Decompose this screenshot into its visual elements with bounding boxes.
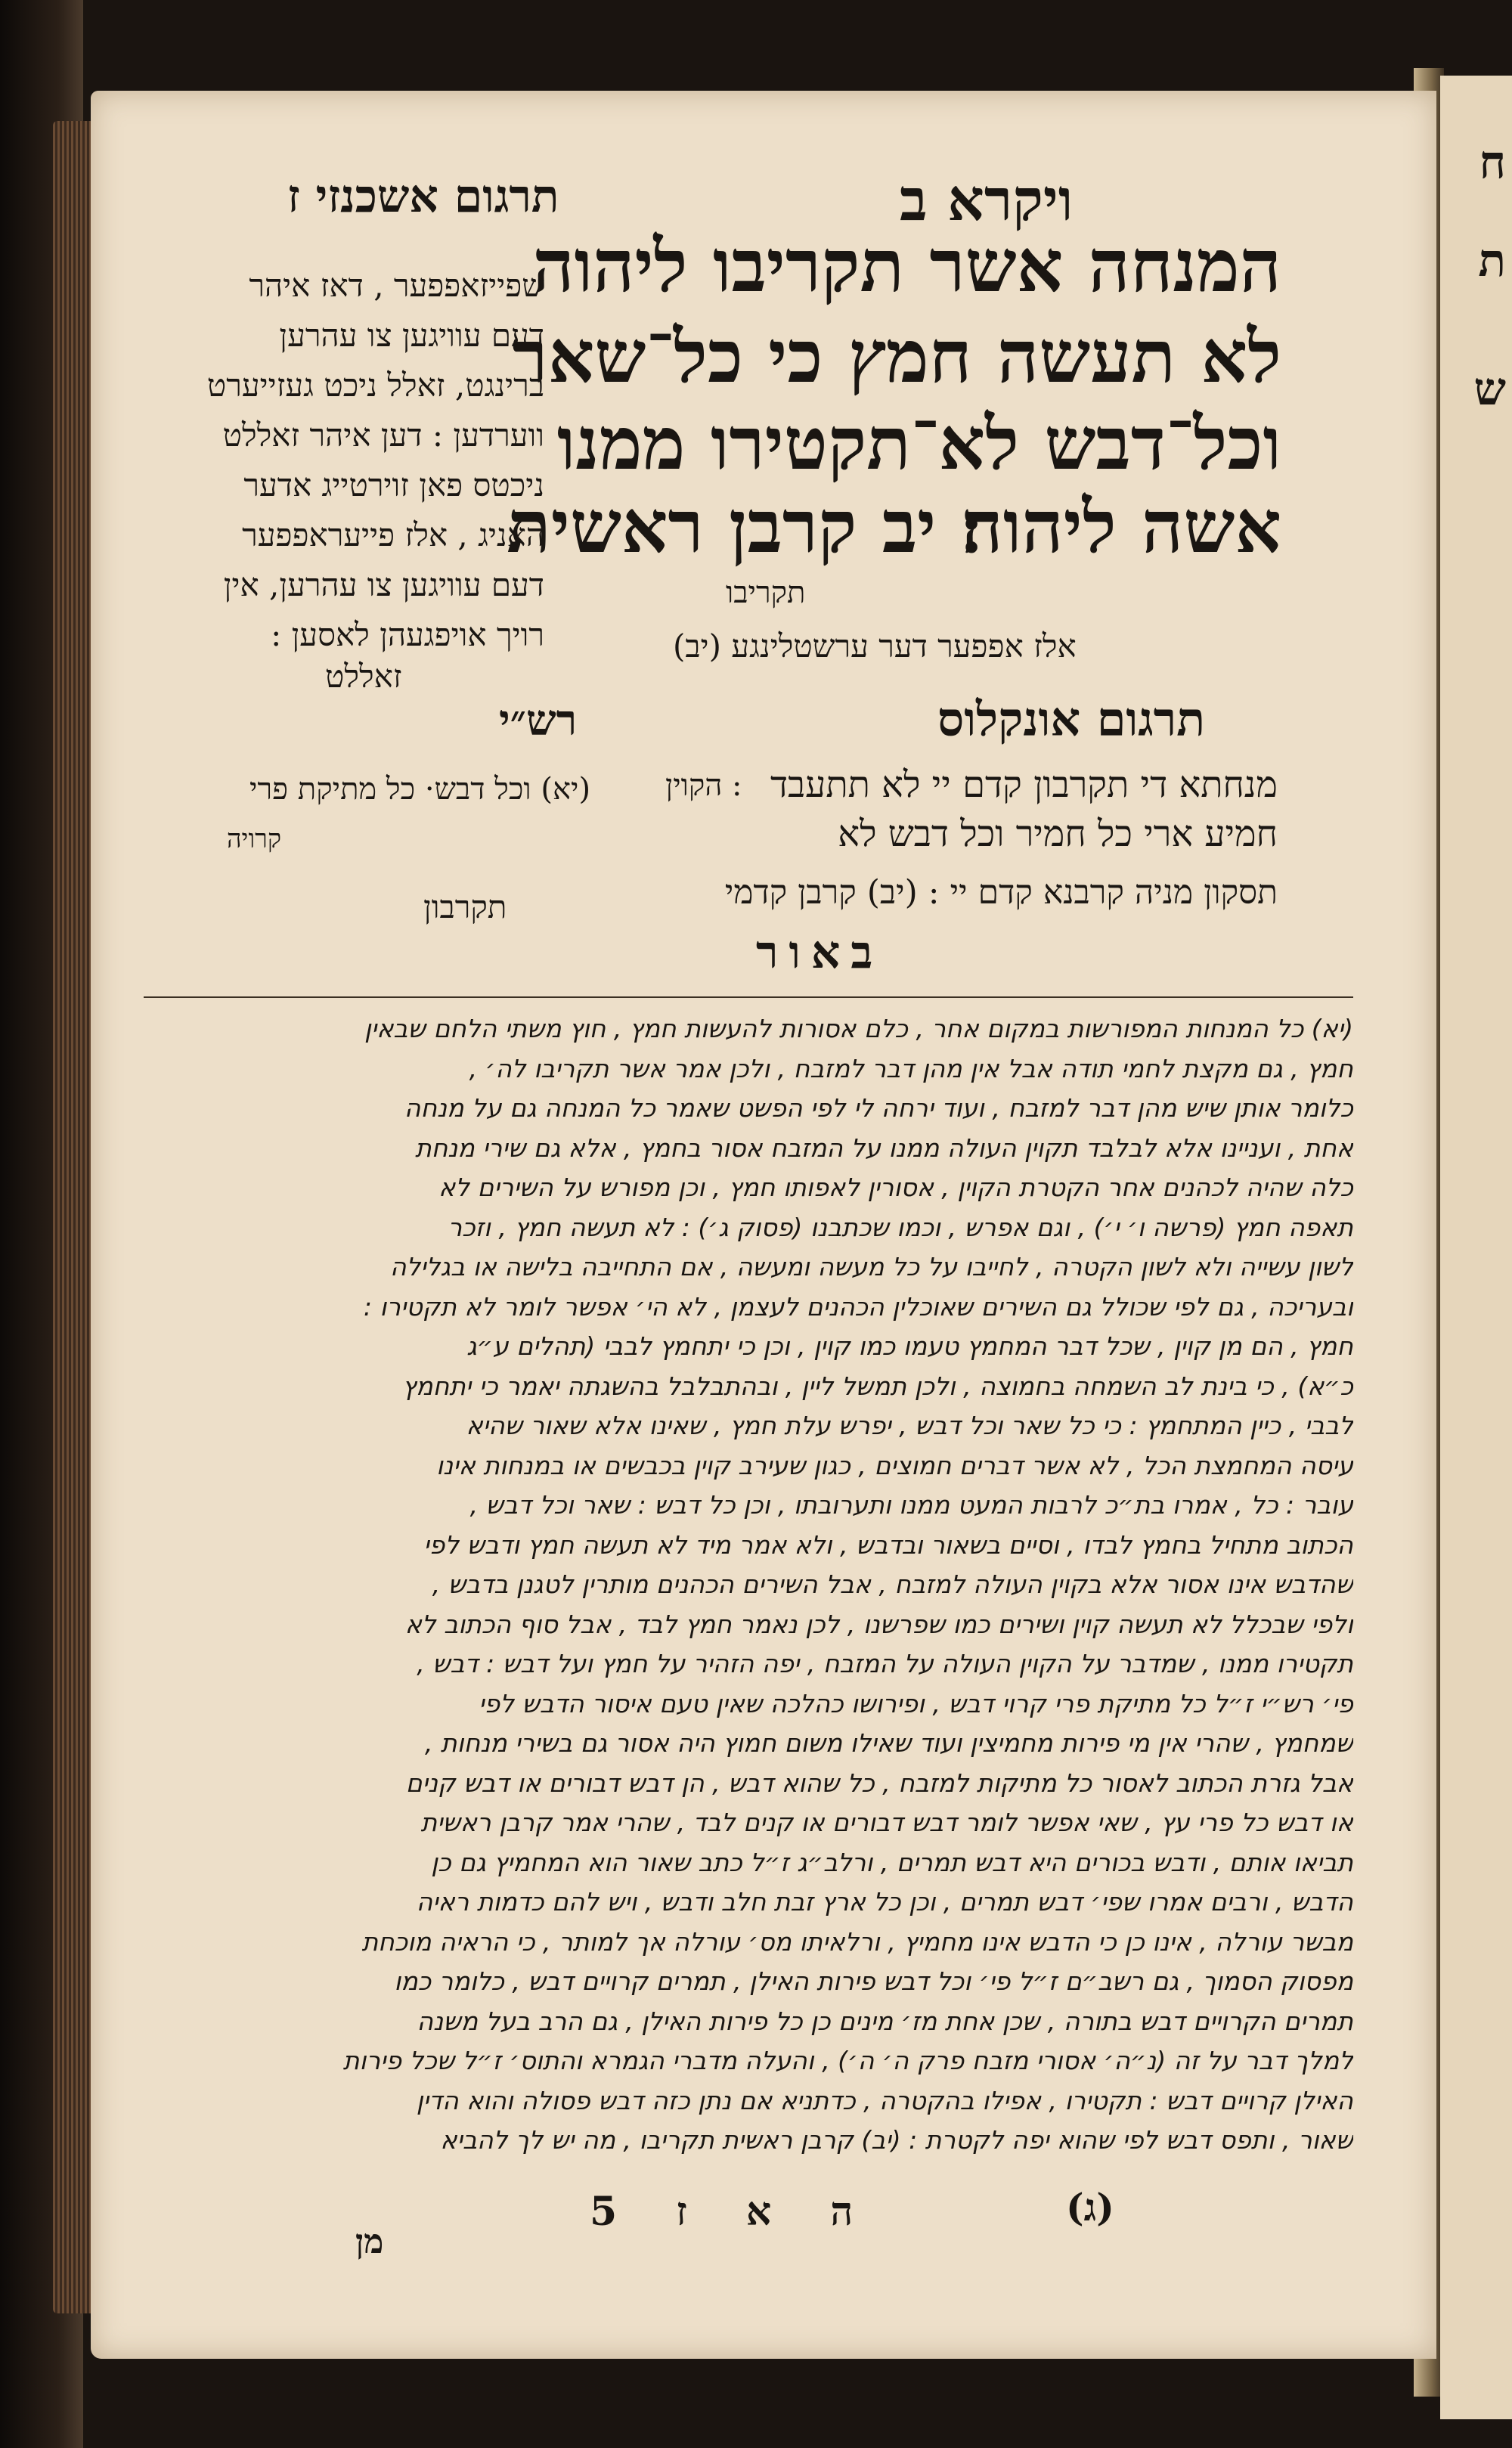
yiddish-line: דעם עוויגען צו עהרען: [279, 317, 544, 354]
biur-line: כ״א) , כי בינת לב השמחה בחמוצה , ולכן תמשל ליין , ובהתבלבל בהשגתה יאמר כי יתחמץ: [402, 1371, 1353, 1401]
signature-marks: ה א ז 5: [590, 2189, 876, 2235]
page-number: (ג): [1066, 2185, 1114, 2230]
biur-line: (יא) כל המנחות המפורשות במקום אחר , כלם אסורות להעשות חמץ , חוץ משתי הלחם שבאין: [364, 1014, 1353, 1043]
yiddish-line: שפייזאפפער , דאז איהר: [249, 267, 544, 304]
biur-line: תאפה חמץ (פרשה ו׳ י׳) , וגם אפרש , וכמו שכתבנו (פסוק ג׳) : לא תעשה חמץ , וזכר: [448, 1212, 1353, 1242]
onkelos-line: תסקון מניה קרבנא קדם יי : (יב) קרבן קדמי: [724, 873, 1278, 912]
onkelos-line: מנחתא די תקרבון קדם יי לא תתעבד: [770, 764, 1278, 806]
biur-line: שמחמץ , שהרי אין מי פירות מחמיצין ועוד שאילו משום חמוץ היה אסור גם בשירי מנחות ,: [424, 1728, 1353, 1758]
biur-line: או דבש כל פרי עץ , שאי אפשר לומר דבש דבורים או קנים לבד , שהרי אמר קרבן ראשית: [420, 1808, 1353, 1837]
biur-line: מפסוק הסמוך , גם רשב״ם ז״ל פי׳ וכל דבש פירות האילן , תמרים קרויים דבש , כלומר כמו: [394, 1966, 1353, 1996]
page-header-left: תרגום אשכנזי ז: [287, 170, 559, 223]
facing-page-letter: ש: [1473, 363, 1506, 416]
verse-line: אשה ליהוה׃ יב קרבן ראשית: [507, 484, 1281, 569]
biur-line: שאור , ותפס דבש לפי שהוא יפה לקטרת : (יב) קרבן ראשית תקריבו , מה יש לך להביא: [440, 2125, 1353, 2155]
biur-line: חמץ , הם מן קוין , שכל דבר המחמץ טעמו כמו קוין , וכן כי יתחמץ לבבי (תהלים ע״ג: [466, 1331, 1353, 1361]
yiddish-line: רויך אויפגעהן לאסען :: [271, 616, 544, 653]
yiddish-line: ווערדען : דען איהר זאללט: [222, 417, 544, 454]
biur-line: למלך דבר על זה (נ״ה׳ אסורי מזבח פרק ה׳ ה׳) , והעלה מדברי הגמרא והתוס׳ ז״ל שכל פירות: [342, 2046, 1353, 2075]
biur-line: מבשר עורלה , אינו כן כי הדבש אינו מחמיץ , ורלאיתו מס׳ עורלה אך למותר , כי הראיה מוכחת: [361, 1926, 1353, 1957]
rashi-catchword: קרויה: [227, 824, 282, 854]
onkelos-title: תרגום אונקלוס: [937, 692, 1206, 747]
biur-title: באור: [756, 926, 884, 979]
biur-line: לשון עשייה ולא לשון הקטרה , לחייבו על כל מעשה ומעשה , אם התחייבה בלישה או בגלילה: [389, 1252, 1353, 1281]
yiddish-catchword: זאללט: [325, 658, 402, 695]
biur-line: לבבי , כיין המתחמץ : כי כל שאר וכל דבש , יפרש עלת חמץ , שאינו אלא שאור שהיא: [466, 1411, 1353, 1440]
page-header-right: ויקרא ב: [900, 166, 1074, 234]
biur-line: הכתוב מתחיל בחמץ לבדו , וסיים בשאור ובדבש , ולא אמר מיד לא תעשה חמץ ודבש לפי: [423, 1529, 1353, 1560]
biur-line: אחת , ועניינו אלא לבלבד תקוין העולה ממנו על המזבח אסור בחמץ , אלא גם שירי מנחת: [415, 1133, 1353, 1163]
biur-line: כלומר אותן שיש מהן דבר למזבח , ועוד ירחה לי לפי הפשט שאמר כל המנחה גם על מנחה: [404, 1093, 1353, 1123]
rashi-title: רש״י: [499, 696, 578, 745]
yiddish-line: ברינגט, זאלל ניכט געזייערט: [206, 367, 544, 404]
biur-line: שהדבש אינו אסור אלא בקוין העולה למזבח , אבל השירים הכהנים מותרין לטגנן בדבש ,: [432, 1570, 1353, 1599]
yiddish-next-verse: (יב) אלז אפפער דער ערשטלינגע: [673, 627, 1077, 665]
divider: [144, 996, 1353, 998]
facing-page: [1440, 76, 1512, 2419]
facing-page-letter: ח: [1479, 136, 1506, 189]
biur-line: תמרים הקרויים דבש בתורה , שכן אחת מז׳ מינים כן כל פירות האילן , גם הרב בעל משנה: [417, 2006, 1353, 2036]
biur-line: עובר : כל , אמרו בת״כ לרבות המעט ממנו ותערובתו , וכן כל דבש : שאר וכל דבש ,: [469, 1490, 1353, 1520]
biur-line: האילן קרויים דבש : תקטירו , אפילו בהקטרה , כדתניא אם נתן כזה דבש פסולה והוא הדין: [416, 2085, 1353, 2115]
yiddish-line: דעם עוויגען צו עהרען, אין: [223, 566, 544, 603]
verse-line: המנחה אשר תקריבו ליהוה: [532, 223, 1281, 308]
footer-catchword: מן: [355, 2223, 384, 2261]
book-page-edges: [53, 121, 94, 2313]
biur-commentary: [144, 1009, 1353, 2161]
facing-page-letter: ת: [1478, 234, 1506, 287]
biur-line: פי׳ רש״י ז״ל כל מתיקת פרי קרוי דבש , ופירושו כהלכה שאין טעם איסור הדבש לפי: [479, 1688, 1353, 1718]
verse-catchword: תקריבו: [726, 575, 806, 610]
yiddish-translation: [136, 261, 544, 660]
biur-line: כלה שהיה לכהנים אחר הקטרת הקוין , אסורין לאפותו חמץ , וכן מפורש על השירים לא: [438, 1173, 1353, 1202]
biur-line: תביאו אותם , ודבש בכורים היא דבש תמרים , ורלב״ג ז״ל כתב שאור הוא המחמיץ גם כן: [431, 1847, 1353, 1877]
onkelos-line: חמיע ארי כל חמיר וכל דבש לא: [838, 813, 1278, 855]
biur-line: ובעריכה , גם לפי שכולל גם השירים שאוכלין הכהנים לעצמן , לא הי׳ אפשר לומר לא תקטירו :: [363, 1291, 1353, 1322]
rashi-catchword-next: תקרבון: [423, 888, 507, 925]
biur-line: עיסה המחמצת הכל , לא אשר דברים חמוצים , כגון שעירב קוין בכבשים או במנחות אינו: [436, 1450, 1353, 1480]
biur-line: ולפי שבכלל לא תעשה קוין ושירים כמו שפרשנו , לכן נאמר חמץ לבד , אבל סוף הכתוב לא: [404, 1609, 1353, 1639]
onkelos-margin-word: הקוין :: [665, 768, 742, 803]
yiddish-line: ניכטס פאן זוירטייג אדער: [243, 466, 544, 504]
biur-line: אבל גזרת הכתוב לאסור כל מתיקות למזבח , כל שהוא דבש , הן דבש דבורים או דבש קנים: [405, 1768, 1353, 1798]
verse-line: לא תעשה חמץ כי כל־שאר: [512, 314, 1281, 399]
biur-line: תקטירו ממנו , שמדבר על הקוין העולה על המזבח , יפה הזהיר על חמץ ועל דבש : דבש ,: [417, 1649, 1353, 1678]
biur-line: חמץ , גם מקצת לחמי תודה אבל אין מהן דבר למזבח , ולכן אמר אשר תקריבו לה׳ ,: [469, 1053, 1353, 1083]
yiddish-line: האניג , אלז פייעראפפער: [242, 516, 544, 553]
rashi-text: (יא) וכל דבש· כל מתיקת פרי: [249, 772, 591, 807]
verse-line: וכל־דבש לא־תקטירו ממנו: [556, 401, 1281, 486]
biur-line: הדבש , ורבים אמרו שפי׳ דבש תמרים , וכן כל ארץ זבת חלב ודבש , ויש להם כדמות ראיה: [416, 1887, 1353, 1917]
